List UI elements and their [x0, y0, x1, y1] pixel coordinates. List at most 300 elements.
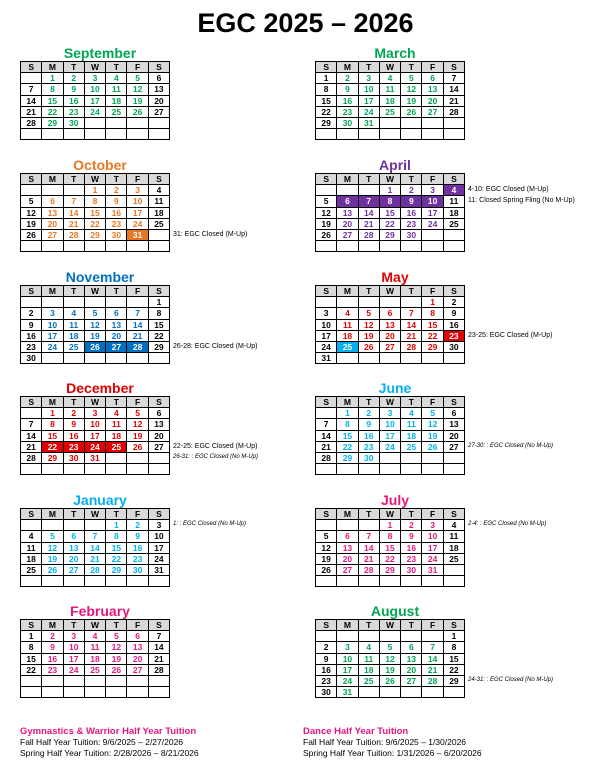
day-cell: 9	[401, 531, 422, 542]
day-cell: 16	[337, 95, 358, 106]
day-cell: 22	[148, 330, 169, 341]
day-cell: 22	[443, 664, 464, 675]
day-cell: 19	[422, 430, 443, 441]
day-cell: 10	[422, 196, 443, 207]
day-cell: 5	[422, 408, 443, 419]
weekday-header: F	[422, 620, 443, 631]
day-cell	[42, 687, 63, 698]
day-cell	[316, 520, 337, 531]
month-name: February	[70, 603, 130, 619]
weekday-header: T	[63, 286, 84, 297]
weekday-header: F	[127, 397, 148, 408]
gym-tuition-heading: Gymnastics & Warrior Half Year Tuition	[20, 726, 197, 737]
day-cell: 12	[316, 207, 337, 218]
day-cell	[84, 520, 105, 531]
day-cell: 18	[106, 430, 127, 441]
day-cell: 8	[422, 308, 443, 319]
day-cell: 7	[21, 419, 42, 430]
day-cell	[21, 297, 42, 308]
month-table	[20, 285, 170, 364]
weekday-header: S	[443, 397, 464, 408]
day-cell	[21, 464, 42, 475]
day-cell: 13	[337, 207, 358, 218]
day-cell: 22	[422, 330, 443, 341]
day-cell	[148, 353, 169, 364]
weekday-header: S	[21, 62, 42, 73]
day-cell: 4	[401, 408, 422, 419]
day-cell	[401, 118, 422, 129]
day-cell	[148, 464, 169, 475]
day-cell: 11	[106, 84, 127, 95]
weekday-header: S	[148, 397, 169, 408]
day-cell: 18	[106, 95, 127, 106]
day-cell: 14	[21, 95, 42, 106]
day-cell: 25	[337, 342, 358, 353]
day-cell: 8	[379, 196, 400, 207]
weekday-header: W	[84, 509, 105, 520]
day-cell: 17	[337, 664, 358, 675]
dance-tuition-heading: Dance Half Year Tuition	[303, 726, 409, 737]
weekday-header: F	[127, 62, 148, 73]
day-cell: 7	[443, 73, 464, 84]
day-cell: 16	[443, 319, 464, 330]
day-cell	[443, 565, 464, 576]
weekday-header: W	[84, 174, 105, 185]
day-cell: 4	[337, 308, 358, 319]
day-cell	[127, 453, 148, 464]
day-cell	[401, 453, 422, 464]
day-cell: 21	[422, 664, 443, 675]
day-cell: 24	[84, 441, 105, 452]
day-cell: 15	[379, 207, 400, 218]
weekday-header: T	[401, 620, 422, 631]
month-name: August	[370, 603, 420, 619]
day-cell	[337, 297, 358, 308]
month-table	[315, 396, 465, 475]
day-cell	[84, 576, 105, 587]
day-cell: 13	[337, 542, 358, 553]
month-name: May	[381, 269, 409, 285]
day-cell: 1	[21, 631, 42, 642]
day-cell: 5	[401, 73, 422, 84]
day-cell: 5	[127, 73, 148, 84]
weekday-header: S	[21, 620, 42, 631]
day-cell	[84, 676, 105, 687]
month-name: July	[380, 492, 409, 508]
weekday-header: W	[379, 509, 400, 520]
day-cell: 16	[106, 207, 127, 218]
day-cell: 27	[379, 342, 400, 353]
day-cell	[148, 453, 169, 464]
day-cell: 29	[42, 118, 63, 129]
month-table	[20, 396, 170, 475]
day-cell: 26	[106, 664, 127, 675]
weekday-header: M	[42, 620, 63, 631]
month-name: October	[73, 157, 127, 173]
day-cell: 25	[106, 441, 127, 452]
day-cell	[379, 687, 400, 698]
day-cell	[106, 687, 127, 698]
day-cell: 3	[63, 631, 84, 642]
day-cell	[316, 297, 337, 308]
closure-note: 11: Closed Spring Fling (No M-Up)	[468, 197, 575, 205]
day-cell: 26	[316, 565, 337, 576]
day-cell: 9	[443, 308, 464, 319]
month-table	[315, 508, 465, 587]
weekday-header: S	[21, 286, 42, 297]
day-cell: 23	[106, 218, 127, 229]
day-cell	[337, 520, 358, 531]
weekday-header: T	[106, 620, 127, 631]
day-cell: 26	[401, 106, 422, 117]
month-name: September	[63, 45, 137, 61]
weekday-header: W	[84, 397, 105, 408]
day-cell	[316, 408, 337, 419]
day-cell	[42, 129, 63, 140]
day-cell	[443, 353, 464, 364]
day-cell: 8	[42, 84, 63, 95]
day-cell	[379, 118, 400, 129]
weekday-header: M	[42, 509, 63, 520]
day-cell: 14	[443, 84, 464, 95]
day-cell	[63, 576, 84, 587]
day-cell: 16	[63, 95, 84, 106]
month-name: December	[66, 380, 134, 396]
weekday-header: W	[84, 620, 105, 631]
month-table	[315, 61, 465, 140]
day-cell: 3	[127, 185, 148, 196]
weekday-header: W	[379, 620, 400, 631]
day-cell: 22	[21, 664, 42, 675]
day-cell	[106, 353, 127, 364]
day-cell: 30	[63, 118, 84, 129]
day-cell: 29	[422, 342, 443, 353]
day-cell: 14	[21, 430, 42, 441]
day-cell: 24	[127, 218, 148, 229]
day-cell: 24	[42, 342, 63, 353]
day-cell: 20	[63, 553, 84, 564]
day-cell: 2	[337, 73, 358, 84]
day-cell	[337, 185, 358, 196]
day-cell: 10	[84, 419, 105, 430]
day-cell: 30	[106, 230, 127, 241]
day-cell	[337, 464, 358, 475]
day-cell	[379, 576, 400, 587]
day-cell	[337, 576, 358, 587]
day-cell: 13	[127, 642, 148, 653]
weekday-header: S	[443, 62, 464, 73]
day-cell: 17	[148, 542, 169, 553]
day-cell: 21	[127, 330, 148, 341]
day-cell	[358, 520, 379, 531]
day-cell: 25	[63, 342, 84, 353]
day-cell: 10	[316, 319, 337, 330]
day-cell: 6	[127, 631, 148, 642]
day-cell	[379, 631, 400, 642]
day-cell	[42, 353, 63, 364]
day-cell	[106, 453, 127, 464]
day-cell: 8	[379, 531, 400, 542]
day-cell: 26	[422, 441, 443, 452]
day-cell: 17	[63, 653, 84, 664]
day-cell: 31	[84, 453, 105, 464]
day-cell	[21, 520, 42, 531]
weekday-header: T	[401, 174, 422, 185]
month-table	[20, 508, 170, 587]
day-cell	[379, 453, 400, 464]
weekday-header: F	[422, 62, 443, 73]
weekday-header: T	[358, 509, 379, 520]
day-cell: 6	[443, 408, 464, 419]
day-cell: 22	[379, 218, 400, 229]
day-cell	[316, 631, 337, 642]
weekday-header: W	[379, 286, 400, 297]
day-cell: 6	[63, 531, 84, 542]
day-cell: 24	[422, 553, 443, 564]
day-cell: 22	[42, 106, 63, 117]
day-cell: 4	[106, 408, 127, 419]
day-cell: 30	[358, 453, 379, 464]
day-cell: 10	[84, 84, 105, 95]
day-cell	[316, 464, 337, 475]
day-cell	[422, 453, 443, 464]
closure-note: 27-30: : EGC Closed (No M-Up)	[468, 442, 554, 449]
day-cell	[422, 464, 443, 475]
day-cell: 2	[127, 520, 148, 531]
day-cell: 30	[316, 687, 337, 698]
day-cell: 1	[148, 297, 169, 308]
day-cell: 25	[401, 441, 422, 452]
day-cell: 19	[42, 553, 63, 564]
day-cell: 31	[148, 565, 169, 576]
weekday-header: T	[106, 174, 127, 185]
day-cell: 16	[358, 430, 379, 441]
day-cell: 2	[401, 185, 422, 196]
day-cell: 19	[127, 430, 148, 441]
day-cell: 3	[422, 520, 443, 531]
day-cell	[379, 353, 400, 364]
day-cell: 21	[21, 441, 42, 452]
day-cell: 12	[401, 84, 422, 95]
day-cell	[422, 687, 443, 698]
weekday-header: S	[316, 62, 337, 73]
day-cell	[63, 520, 84, 531]
day-cell: 14	[358, 207, 379, 218]
dance-tuition	[303, 726, 482, 759]
day-cell: 11	[337, 319, 358, 330]
day-cell: 21	[148, 653, 169, 664]
day-cell: 11	[21, 542, 42, 553]
day-cell: 20	[42, 218, 63, 229]
weekday-header: T	[106, 509, 127, 520]
day-cell: 7	[84, 531, 105, 542]
day-cell: 1	[337, 408, 358, 419]
day-cell: 13	[379, 319, 400, 330]
day-cell: 14	[401, 319, 422, 330]
day-cell: 12	[106, 642, 127, 653]
day-cell: 28	[401, 342, 422, 353]
day-cell: 18	[337, 330, 358, 341]
day-cell: 27	[401, 676, 422, 687]
day-cell: 25	[21, 565, 42, 576]
day-cell: 4	[63, 308, 84, 319]
day-cell: 10	[63, 642, 84, 653]
day-cell: 24	[316, 342, 337, 353]
weekday-header: M	[337, 509, 358, 520]
day-cell	[63, 185, 84, 196]
day-cell: 5	[42, 531, 63, 542]
weekday-header: T	[63, 174, 84, 185]
day-cell: 15	[337, 430, 358, 441]
day-cell	[84, 129, 105, 140]
day-cell	[148, 230, 169, 241]
day-cell: 16	[63, 430, 84, 441]
day-cell	[63, 241, 84, 252]
day-cell	[21, 687, 42, 698]
gym-spring-tuition: Spring Half Year Tuition: 2/28/2026 – 8/21/2026	[20, 748, 199, 758]
day-cell: 18	[443, 207, 464, 218]
day-cell	[42, 297, 63, 308]
closure-note: 2-4: : EGC Closed (No M-Up)	[468, 521, 547, 528]
month-table	[315, 619, 465, 698]
day-cell: 7	[422, 642, 443, 653]
day-cell: 28	[422, 676, 443, 687]
day-cell: 24	[337, 676, 358, 687]
day-cell: 1	[422, 297, 443, 308]
day-cell: 15	[106, 542, 127, 553]
day-cell: 8	[337, 419, 358, 430]
day-cell: 28	[316, 453, 337, 464]
day-cell	[106, 241, 127, 252]
day-cell: 9	[63, 84, 84, 95]
day-cell: 22	[106, 553, 127, 564]
day-cell: 2	[42, 631, 63, 642]
day-cell	[358, 241, 379, 252]
day-cell	[21, 73, 42, 84]
day-cell: 13	[148, 419, 169, 430]
day-cell: 17	[84, 430, 105, 441]
day-cell: 23	[63, 441, 84, 452]
day-cell	[358, 353, 379, 364]
day-cell: 18	[379, 95, 400, 106]
day-cell	[358, 576, 379, 587]
day-cell: 21	[443, 95, 464, 106]
closure-note: 31: EGC Closed (M-Up)	[173, 231, 248, 238]
day-cell: 21	[63, 218, 84, 229]
weekday-header: S	[21, 397, 42, 408]
day-cell: 18	[21, 553, 42, 564]
weekday-header: M	[42, 62, 63, 73]
day-cell: 13	[401, 653, 422, 664]
day-cell: 13	[443, 419, 464, 430]
day-cell: 8	[106, 531, 127, 542]
day-cell	[106, 118, 127, 129]
day-cell	[443, 129, 464, 140]
weekday-header: T	[358, 62, 379, 73]
day-cell: 15	[84, 207, 105, 218]
day-cell: 5	[316, 196, 337, 207]
weekday-header: S	[148, 174, 169, 185]
day-cell: 18	[63, 330, 84, 341]
day-cell: 25	[443, 218, 464, 229]
day-cell: 25	[148, 218, 169, 229]
day-cell	[401, 687, 422, 698]
day-cell: 5	[379, 642, 400, 653]
day-cell: 9	[21, 319, 42, 330]
weekday-header: T	[401, 286, 422, 297]
day-cell: 24	[148, 553, 169, 564]
day-cell: 17	[422, 207, 443, 218]
weekday-header: S	[443, 174, 464, 185]
day-cell: 18	[84, 653, 105, 664]
day-cell: 29	[443, 676, 464, 687]
day-cell: 7	[358, 531, 379, 542]
day-cell: 28	[127, 342, 148, 353]
day-cell: 27	[443, 441, 464, 452]
day-cell: 12	[21, 207, 42, 218]
day-cell: 23	[63, 106, 84, 117]
day-cell: 14	[63, 207, 84, 218]
day-cell: 19	[358, 330, 379, 341]
day-cell	[422, 576, 443, 587]
weekday-header: M	[42, 286, 63, 297]
day-cell: 15	[42, 95, 63, 106]
weekday-header: S	[443, 286, 464, 297]
day-cell	[401, 464, 422, 475]
weekday-header: F	[422, 174, 443, 185]
day-cell: 14	[84, 542, 105, 553]
day-cell: 6	[401, 642, 422, 653]
day-cell: 11	[84, 642, 105, 653]
day-cell: 9	[42, 642, 63, 653]
day-cell	[422, 353, 443, 364]
day-cell	[148, 118, 169, 129]
day-cell: 29	[316, 118, 337, 129]
day-cell	[84, 297, 105, 308]
day-cell: 12	[422, 419, 443, 430]
day-cell: 11	[106, 419, 127, 430]
day-cell: 27	[337, 230, 358, 241]
day-cell: 31	[358, 118, 379, 129]
weekday-header: T	[63, 62, 84, 73]
day-cell: 18	[401, 430, 422, 441]
day-cell	[127, 297, 148, 308]
day-cell: 5	[21, 196, 42, 207]
day-cell	[84, 687, 105, 698]
day-cell: 16	[42, 653, 63, 664]
day-cell: 19	[106, 653, 127, 664]
day-cell: 17	[42, 330, 63, 341]
day-cell: 29	[379, 565, 400, 576]
month-name: June	[378, 380, 412, 396]
day-cell: 28	[358, 230, 379, 241]
day-cell: 13	[422, 84, 443, 95]
day-cell: 31	[422, 565, 443, 576]
day-cell: 4	[148, 185, 169, 196]
month-table	[20, 61, 170, 140]
day-cell	[148, 129, 169, 140]
day-cell: 5	[358, 308, 379, 319]
day-cell: 8	[443, 642, 464, 653]
weekday-header: S	[21, 174, 42, 185]
day-cell	[127, 576, 148, 587]
day-cell: 3	[379, 408, 400, 419]
day-cell	[21, 185, 42, 196]
weekday-header: S	[316, 397, 337, 408]
day-cell: 22	[379, 553, 400, 564]
day-cell: 30	[127, 565, 148, 576]
day-cell	[21, 408, 42, 419]
